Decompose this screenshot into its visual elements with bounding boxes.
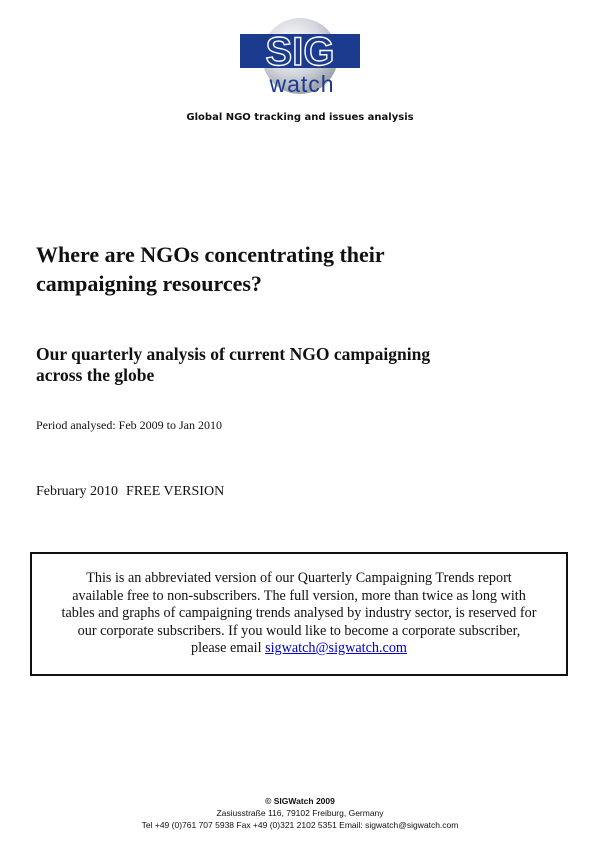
subscription-notice-box [30, 552, 568, 676]
notice-line: available free to non-subscribers. The full version, more than twice as long with [72, 587, 526, 604]
notice-email-prefix: please email [191, 640, 262, 657]
footer-address: Zasiusstraße 116, 79102 Freiburg, Germany [216, 808, 384, 818]
period-analysed: Period analysed: Feb 2009 to Jan 2010 [36, 418, 222, 432]
footer [0, 795, 600, 831]
title-line: campaigning resources? [36, 271, 262, 296]
sigwatch-logo-graphic [236, 12, 364, 108]
footer-copyright: © SIGWatch 2009 [265, 796, 335, 806]
subtitle-line: across the globe [36, 365, 155, 385]
notice-line: our corporate subscribers. If you would like to become a corporate subscriber, [77, 622, 521, 639]
logo-watch-text: watch [269, 71, 335, 97]
edition-line [36, 484, 224, 500]
subtitle-line: Our quarterly analysis of current NGO campaigning [36, 344, 431, 364]
title-line: Where are NGOs concentrating their [36, 242, 385, 267]
edition-label: FREE VERSION [126, 484, 225, 499]
sigwatch-logo [236, 12, 364, 108]
notice-text [50, 570, 549, 657]
footer-contact: Tel +49 (0)761 707 5938 Fax +49 (0)321 2102 5351 Email: sigwatch@sigwatch.com [141, 820, 459, 830]
edition-date: February 2010 [36, 484, 119, 499]
notice-line: This is an abbreviated version of our Quarterly Campaigning Trends report [86, 570, 512, 587]
notice-line: tables and graphs of campaigning trends analysed by industry sector, is reserved for [61, 605, 537, 622]
report-subtitle [36, 344, 496, 386]
email-link[interactable]: sigwatch@sigwatch.com [265, 640, 407, 657]
tagline: Global NGO tracking and issues analysis [186, 112, 414, 123]
report-title [36, 240, 536, 298]
logo-sig-text: SIG [265, 30, 335, 74]
